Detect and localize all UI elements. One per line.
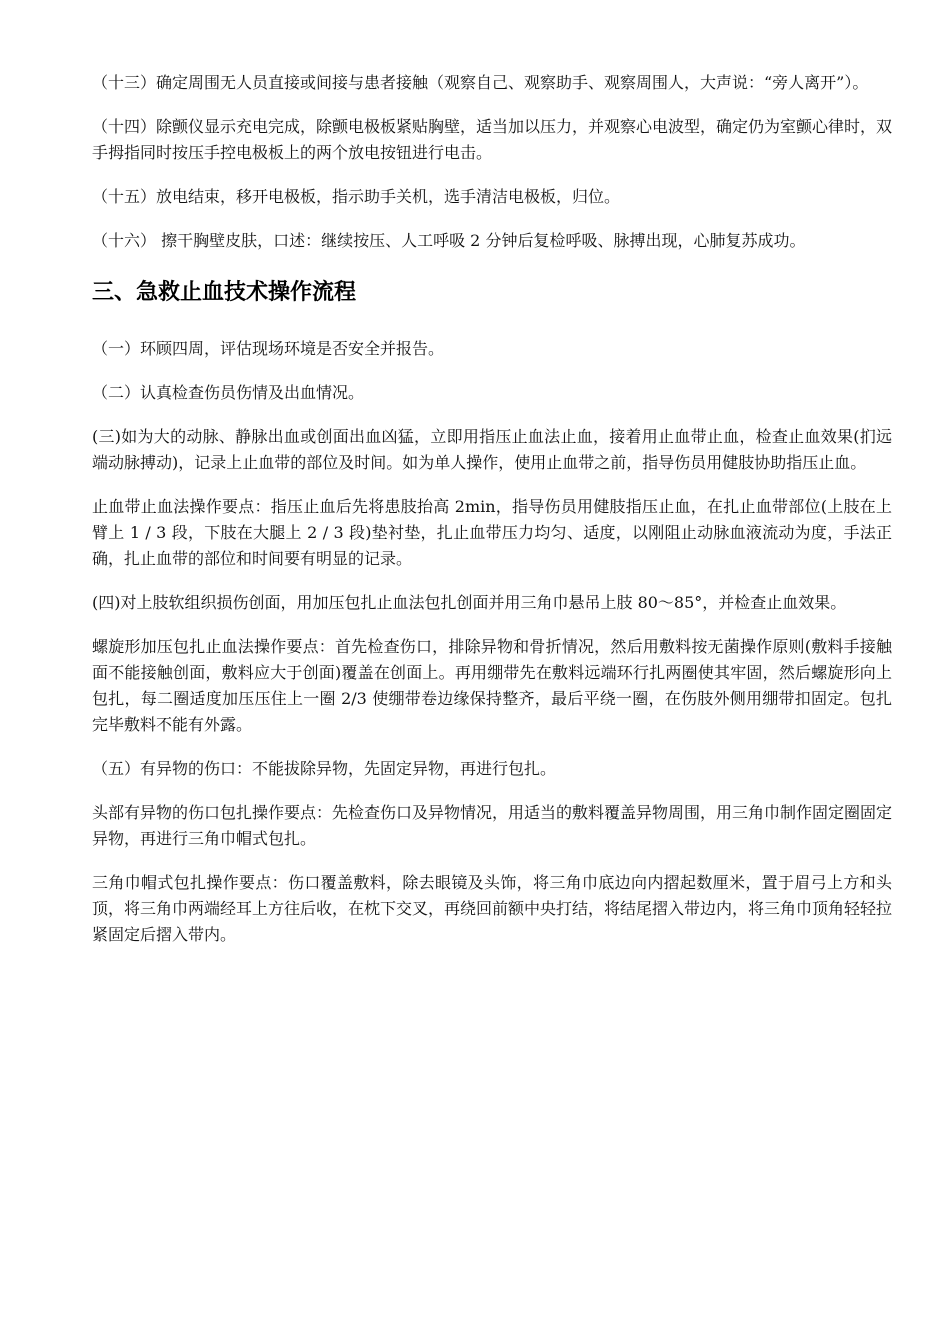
paragraph-step-5: （五）有异物的伤口：不能拔除异物，先固定异物，再进行包扎。	[92, 759, 557, 778]
paragraph-step-4: (四)对上肢软组织损伤创面，用加压包扎止血法包扎创面并用三角巾悬吊上肢 80～85°，并检查止血效果。	[92, 593, 847, 612]
paragraph-spiral-bandage-notes: 螺旋形加压包扎止血法操作要点：首先检查伤口，排除异物和骨折情况，然后用敷料按无菌操作原则(敷料手接触面不能接触创面，敷料应大于创面)覆盖在创面上。再用绷带先在敷料远端环行扎两圈使其牢固，然后螺旋形向上包扎，每二圈适度加压压住上一圈 2/3 使绷带卷边缘保持整齐，最后平绕一圈，在伤肢外侧用绷带扣固定。包扎完毕敷料不能有外露。	[92, 637, 892, 734]
paragraph-triangular-bandage-notes: 三角巾帽式包扎操作要点：伤口覆盖敷料，除去眼镜及头饰，将三角巾底边向内摺起数厘米，置于眉弓上方和头顶，将三角巾两端经耳上方往后收，在枕下交叉，再绕回前额中央打结，将结尾摺入带边内，将三角巾顶角轻轻拉紧固定后摺入带内。	[92, 873, 893, 944]
paragraph-step-16: （十六） 擦干胸壁皮肤，口述：继续按压、人工呼吸 2 分钟后复检呼吸、脉搏出现，心肺复苏成功。	[92, 231, 806, 250]
document-page	[92, 70, 892, 966]
paragraph-step-14: （十四）除颤仪显示充电完成，除颤电极板紧贴胸壁，适当加以压力，并观察心电波型，确定仍为室颤心律时，双手拇指同时按压手控电极板上的两个放电按钮进行电击。	[92, 117, 893, 162]
section-heading: 三、急救止血技术操作流程	[92, 280, 357, 305]
paragraph-head-foreign-body-notes: 头部有异物的伤口包扎操作要点：先检查伤口及异物情况，用适当的敷料覆盖异物周围，用三角巾制作固定圈固定异物，再进行三角巾帽式包扎。	[92, 803, 893, 848]
paragraph-tourniquet-notes: 止血带止血法操作要点：指压止血后先将患肢抬高 2min，指导伤员用健肢指压止血，在扎止血带部位(上肢在上臂上 1 / 3 段，下肢在大腿上 2 / 3 段)垫衬垫，扎止血带压力均匀、适度，以刚阻止动脉血液流动为度，手法正确，扎止血带的部位和时间要有明显的记录。	[92, 497, 892, 568]
paragraph-step-1: （一）环顾四周，评估现场环境是否安全并报告。	[92, 339, 445, 358]
paragraph-step-13: （十三）确定周围无人员直接或间接与患者接触（观察自己、观察助手、观察周围人，大声说：“旁人离开”）。	[92, 73, 869, 92]
paragraph-step-2: （二）认真检查伤员伤情及出血情况。	[92, 383, 365, 402]
paragraph-step-3: (三)如为大的动脉、静脉出血或创面出血凶猛，立即用指压止血法止血，接着用止血带止血，检查止血效果(扪远端动脉搏动)，记录上止血带的部位及时间。如为单人操作，使用止血带之前，指导伤员用健肢协助指压止血。	[92, 427, 892, 472]
paragraph-step-15: （十五）放电结束，移开电极板，指示助手关机，选手清洁电极板，归位。	[92, 187, 621, 206]
